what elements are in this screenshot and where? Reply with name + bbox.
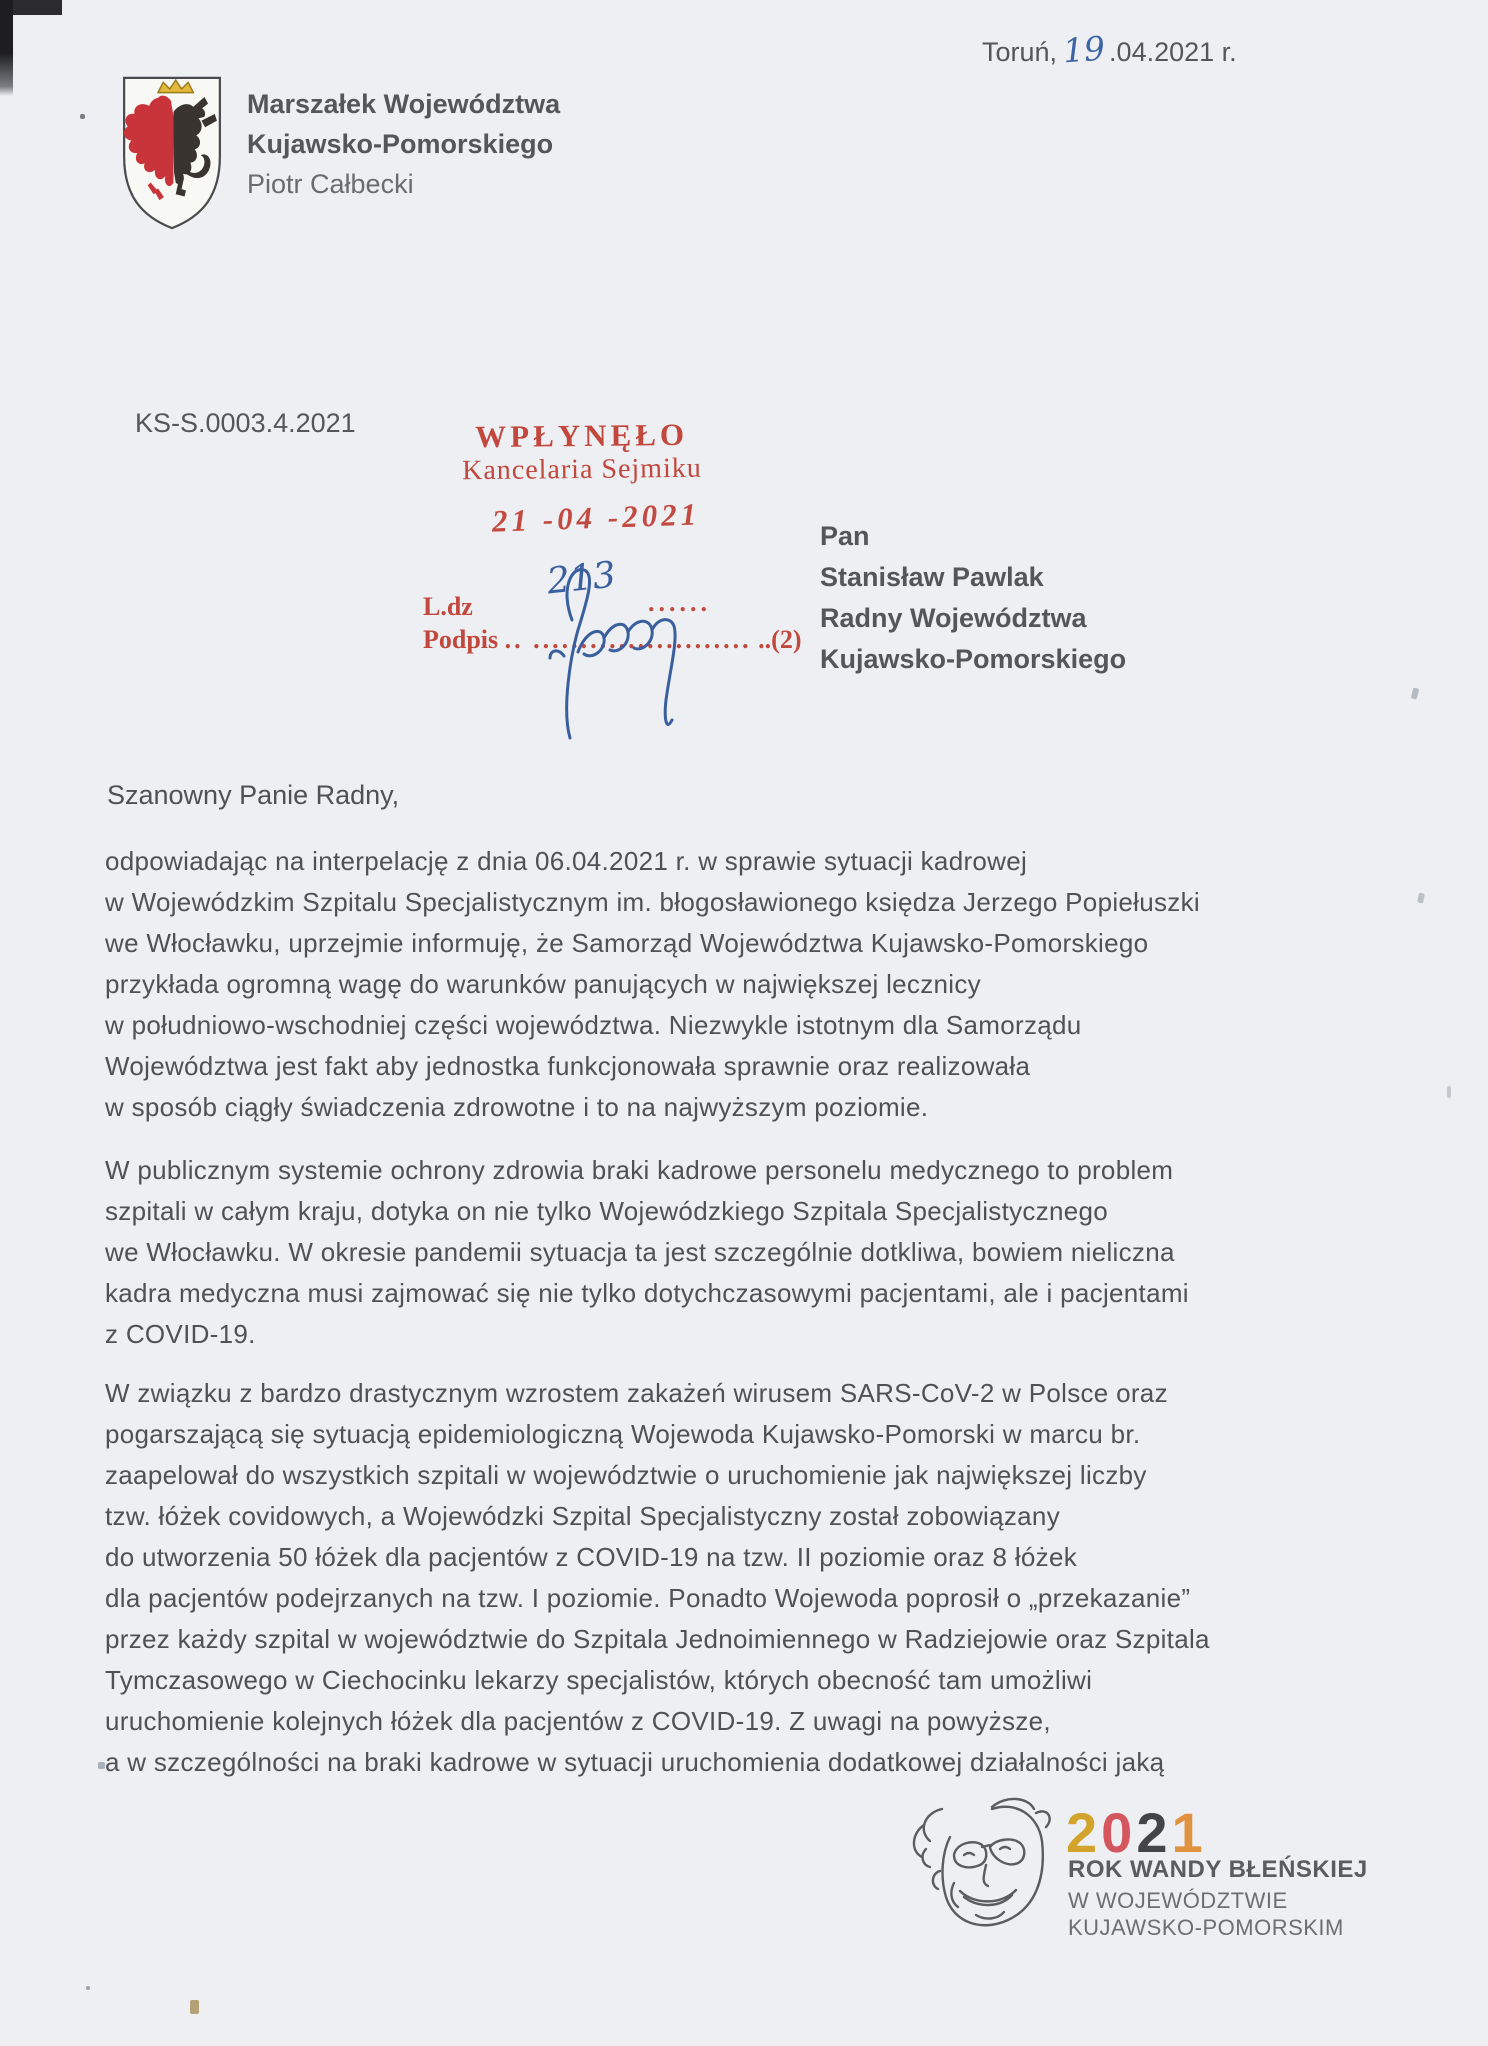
body-line: uruchomienie kolejnych łóżek dla pacjentów z COVID-19. Z uwagi na powyższe, [105,1706,1051,1736]
body-line: tzw. łóżek covidowych, a Wojewódzki Szpital Specjalistyczny został zobowiązany [105,1501,1060,1531]
registry-stamp [462,417,702,488]
body-line: szpitali w całym kraju, dotyka on nie tylko Wojewódzkiego Szpitala Specjalistycznego [105,1196,1109,1226]
footer-year-digit: 0 [1101,1801,1137,1864]
body-line: zaapelował do wszystkich szpitali w województwie o uruchomienie jak największej liczby [105,1460,1147,1490]
body-line: a w szczególności na braki kadrowe w sytuacji uruchomienia dodatkowej działalności jaką [105,1747,1165,1777]
date-line [982,30,1237,69]
body-line: w południowo-wschodniej części województwa. Niezwykle istotnym dla Samorządu [105,1010,1082,1040]
recipient-line2: Stanisław Pawlak [820,562,1044,592]
stamp-podpis-suffix: ..(2) [758,625,802,654]
scan-speck [98,1762,105,1769]
footer-year-digit: 1 [1171,1801,1207,1864]
footer-campaign-line3: KUJAWSKO-POMORSKIM [1068,1915,1344,1940]
recipient-line3: Radny Województwa [820,603,1087,633]
coat-of-arms-icon [116,72,228,234]
date-rest: .04.2021 r. [1109,37,1237,67]
body-line: W związku z bardzo drastycznym wzrostem zakażeń wirusem SARS-CoV-2 w Polsce oraz [105,1378,1168,1408]
body-line: pogarszającą się sytuacją epidemiologiczną Wojewoda Kujawsko-Pomorski w marcu br. [105,1419,1141,1449]
scan-speck [1411,687,1419,699]
scan-speck [86,1986,90,1990]
stamp-podpis-label: Podpis [423,625,499,654]
body-line: kadra medyczna musi zajmować się nie tylko dotychczasowymi pacjentami, ale i pacjentami [105,1278,1189,1308]
body-line: we Włocławku. W okresie pandemii sytuacja ta jest szczególnie dotkliwa, bowiem nieliczna [105,1237,1175,1267]
paragraph-1 [105,841,1200,1128]
reference-number: KS-S.0003.4.2021 [135,408,356,438]
sender-block [247,84,560,204]
scan-speck [80,114,85,119]
sender-line2: Kujawsko-Pomorskiego [247,129,554,159]
sender-name: Piotr Całbecki [247,169,414,199]
recipient-block [820,516,1126,680]
footer-campaign-line1: ROK WANDY BŁEŃSKIEJ [1068,1856,1368,1883]
scan-speck [190,2000,199,2014]
scan-speck [1417,892,1425,903]
footer-year-digit: 2 [1136,1801,1172,1864]
date-day-handwritten: 19 [1061,28,1107,71]
salutation: Szanowny Panie Radny, [107,780,400,810]
footer-year-digit: 2 [1066,1801,1102,1864]
paragraph-3 [105,1373,1210,1783]
scan-edge-artifact [0,0,13,96]
handwritten-register-number: 213 [545,554,618,603]
sender-line1: Marszałek Województwa [247,89,561,119]
wanda-blenska-portrait-sketch [896,1793,1056,1948]
body-line: przez każdy szpital w województwie do Szpitala Jednoimiennego w Radziejowie oraz Szpitala [105,1624,1210,1654]
body-line: do utworzenia 50 łóżek dla pacjentów z COVID-19 na tzw. II poziomie oraz 8 łóżek [105,1542,1078,1572]
paragraph-2 [105,1150,1189,1355]
recipient-line4: Kujawsko-Pomorskiego [820,644,1127,674]
body-line: w Wojewódzkim Szpitalu Specjalistycznym im. błogosławionego księdza Jerzego Popiełuszki [105,887,1200,917]
stamp-podpis-dots: .. ....................... [504,625,752,654]
scan-speck [1447,1086,1451,1098]
recipient-line1: Pan [820,521,870,551]
body-line: W publicznym systemie ochrony zdrowia braki kadrowe personelu medycznego to problem [105,1155,1174,1185]
body-line: z COVID-19. [105,1319,256,1349]
body-line: przykłada ogromną wagę do warunków panujących w największej lecznicy [105,969,981,999]
stamp-line2: Kancelaria Sejmiku [462,452,702,487]
stamp-ldz-label: L.dz [423,592,473,621]
body-line: we Włocławku, uprzejmie informuję, że Samorząd Województwa Kujawsko-Pomorskiego [105,928,1149,958]
body-line: dla pacjentów podejrzanych na tzw. I poziomie. Ponadto Wojewoda poprosił o „przekazanie” [105,1583,1191,1613]
footer-campaign-line2: W WOJEWÓDZTWIE [1068,1888,1288,1913]
handwritten-signature [520,560,730,755]
body-line: odpowiadając na interpelację z dnia 06.04.2021 r. w sprawie sytuacji kadrowej [105,846,1028,876]
stamp-upper-dots: ...... [648,588,711,617]
body-line: Województwa jest fakt aby jednostka funkcjonowała sprawnie oraz realizowała [105,1051,1031,1081]
stamp-date: 21 -04 -2021 [491,496,701,539]
body-line: Tymczasowego w Ciechocinku lekarzy specjalistów, których obecność tam umożliwi [105,1665,1093,1695]
date-city: Toruń, [982,37,1058,67]
body-line: w sposób ciągły świadczenia zdrowotne i to na najwyższym poziomie. [105,1092,929,1122]
stamp-line1: WPŁYNĘŁO [475,416,689,455]
